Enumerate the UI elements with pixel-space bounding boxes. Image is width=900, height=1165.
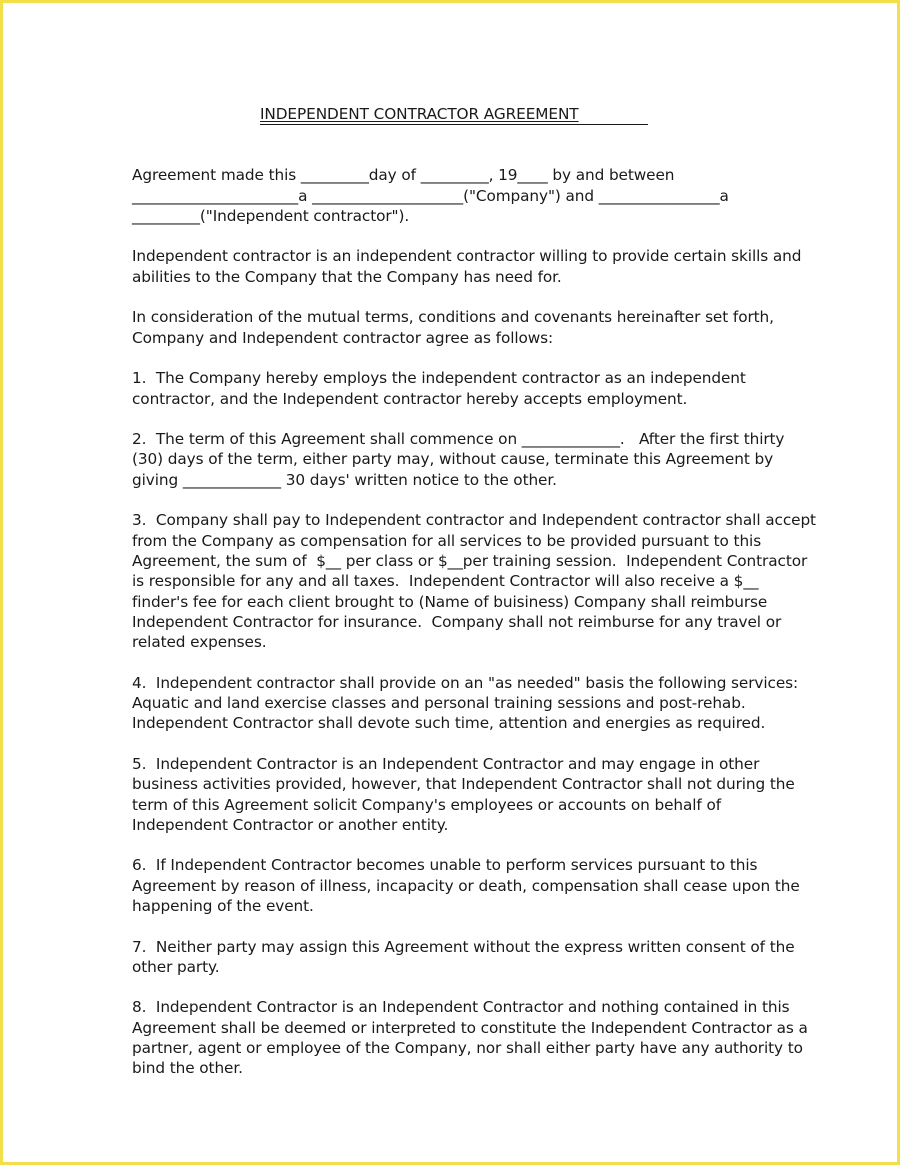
text-line: Independent Contractor for insurance. Company shall not reimburse for any travel or	[132, 612, 782, 631]
text-line: Independent contractor is an independent contractor willing to provide certain skills and	[132, 247, 802, 266]
text-line: Agreement made this _________day of _________, 19____ by and between	[132, 166, 675, 185]
clause-1	[132, 368, 800, 409]
text-line: is responsible for any and all taxes. Independent Contractor will also receive a $__	[132, 572, 759, 591]
text-line: ______________________a ____________________("Company") and ________________a	[132, 186, 729, 205]
document-body	[132, 104, 816, 1099]
text-line: partner, agent or employee of the Company, nor shall either party have any authority to	[132, 1039, 803, 1058]
text-line: related expenses.	[132, 633, 267, 652]
paragraph-consideration	[132, 307, 800, 348]
text-line: _________("Independent contractor").	[132, 206, 410, 225]
text-line: 8. Independent Contractor is an Independent Contractor and nothing contained in this	[132, 998, 790, 1017]
text-line: Company and Independent contractor agree as follows:	[132, 328, 554, 347]
text-line: Independent Contractor or another entity.	[132, 815, 449, 834]
clause-4	[132, 673, 800, 734]
clause-6	[132, 855, 800, 916]
text-line: happening of the event.	[132, 896, 314, 915]
paragraph-preamble	[132, 246, 800, 287]
text-line: Independent Contractor shall devote such time, attention and energies as required.	[132, 714, 766, 733]
clause-7	[132, 937, 800, 978]
clause-2	[132, 429, 800, 490]
text-line: Agreement by reason of illness, incapacity or death, compensation shall cease upon the	[132, 876, 800, 895]
text-line: 6. If Independent Contractor becomes unable to perform services pursuant to this	[132, 856, 758, 875]
paragraph-intro	[132, 165, 800, 226]
document-title: INDEPENDENT CONTRACTOR AGREEMENT	[260, 104, 648, 125]
text-line: 4. Independent contractor shall provide on an "as needed" basis the following services:	[132, 673, 799, 692]
text-line: 1. The Company hereby employs the independent contractor as an independent	[132, 369, 746, 388]
clause-8	[132, 997, 808, 1078]
text-line: 7. Neither party may assign this Agreement without the express written consent of the	[132, 937, 795, 956]
text-line: 3. Company shall pay to Independent contractor and Independent contractor shall accept	[132, 511, 816, 530]
text-line: abilities to the Company that the Company has need for.	[132, 267, 562, 286]
text-line: Agreement, the sum of $__ per class or $__per training session. Independent Contractor	[132, 551, 808, 570]
text-line: 2. The term of this Agreement shall commence on _____________. After the first thirty	[132, 430, 785, 449]
text-line: Agreement shall be deemed or interpreted to constitute the Independent Contractor as a	[132, 1018, 808, 1037]
text-line: finder's fee for each client brought to (Name of buisiness) Company shall reimburse	[132, 592, 768, 611]
clause-3	[132, 510, 816, 652]
text-line: 5. Independent Contractor is an Independent Contractor and may engage in other	[132, 754, 760, 773]
text-line: giving _____________ 30 days' written notice to the other.	[132, 470, 557, 489]
text-line: bind the other.	[132, 1059, 243, 1078]
text-line: Aquatic and land exercise classes and personal training sessions and post-rehab.	[132, 694, 746, 713]
clause-5	[132, 754, 800, 835]
text-line: contractor, and the Independent contractor hereby accepts employment.	[132, 389, 688, 408]
text-line: (30) days of the term, either party may, without cause, terminate this Agreement by	[132, 450, 774, 469]
text-line: business activities provided, however, that Independent Contractor shall not during the	[132, 775, 795, 794]
text-line: other party.	[132, 957, 220, 976]
text-line: from the Company as compensation for all services to be provided pursuant to this	[132, 531, 762, 550]
text-line: term of this Agreement solicit Company's employees or accounts on behalf of	[132, 795, 722, 814]
text-line: In consideration of the mutual terms, conditions and covenants hereinafter set forth,	[132, 308, 774, 327]
